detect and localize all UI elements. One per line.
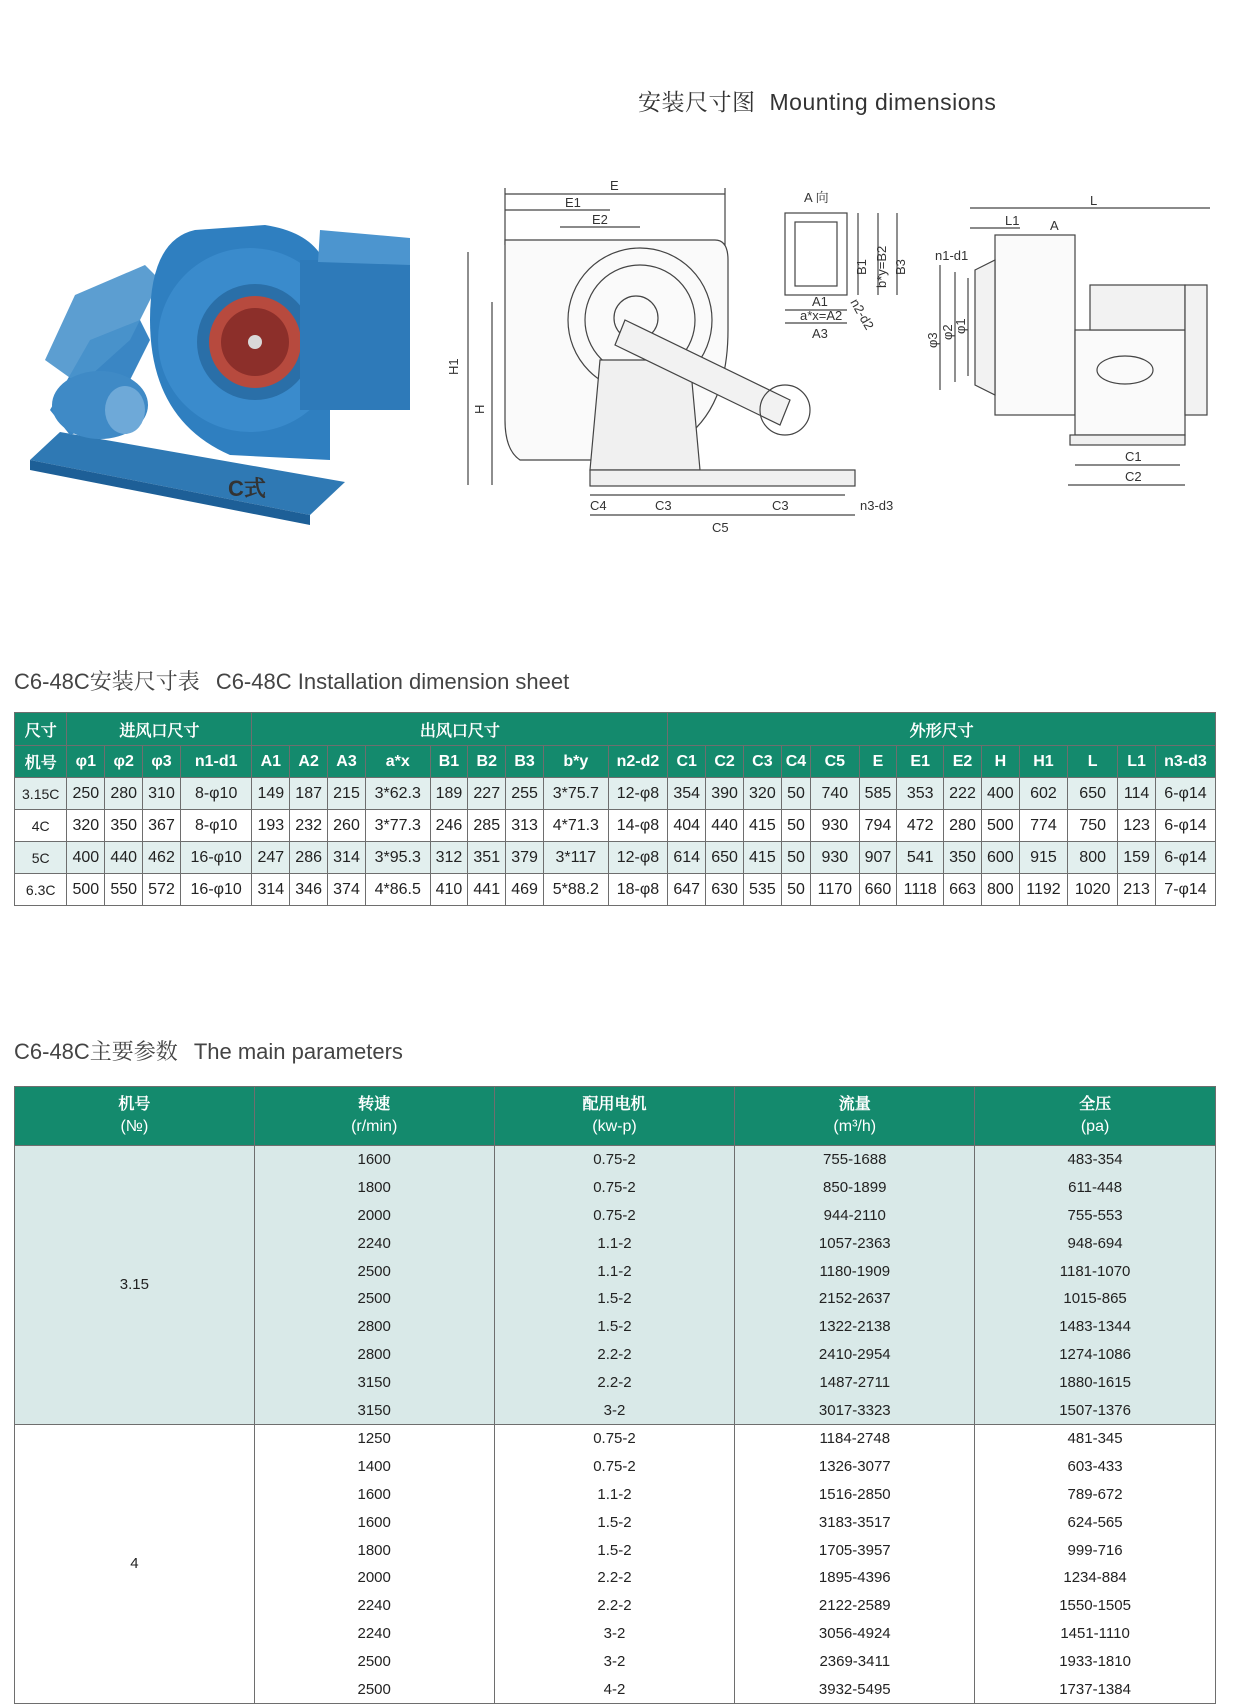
dimension-table (14, 712, 1216, 906)
svg-text:A 向: A 向 (804, 190, 829, 205)
table-cell: 550 (105, 874, 143, 906)
table-cell: 2.2-2 (494, 1368, 735, 1396)
svg-text:a*x=A2: a*x=A2 (800, 308, 843, 323)
column-header: n3-d3 (1156, 746, 1216, 778)
table-row (15, 1146, 1216, 1174)
table-cell: 1326-3077 (735, 1453, 975, 1481)
table-cell: 2.2-2 (494, 1564, 735, 1592)
table-cell: 7-φ14 (1156, 874, 1216, 906)
table-cell: 2500 (254, 1257, 494, 1285)
model-cell: 4C (15, 810, 67, 842)
table-cell: 3*75.7 (544, 778, 609, 810)
svg-text:C1: C1 (1125, 449, 1142, 464)
table-cell: 1234-884 (975, 1564, 1216, 1592)
table-cell: 2410-2954 (735, 1341, 975, 1369)
column-header (494, 1087, 735, 1146)
table-cell: 400 (67, 842, 105, 874)
table-cell: 3932-5495 (735, 1675, 975, 1703)
table-cell: 1400 (254, 1453, 494, 1481)
table-cell: 3*117 (544, 842, 609, 874)
table-cell: 930 (811, 842, 859, 874)
table-cell: 930 (811, 810, 859, 842)
table-cell: 630 (706, 874, 744, 906)
model-cell: 5C (15, 842, 67, 874)
column-header: C3 (743, 746, 781, 778)
svg-text:B1: B1 (854, 259, 869, 275)
table-cell: 1800 (254, 1174, 494, 1202)
table-cell: 4-2 (494, 1675, 735, 1703)
column-header: E (859, 746, 897, 778)
table-cell: 624-565 (975, 1508, 1216, 1536)
table-cell: 3017-3323 (735, 1396, 975, 1424)
model-cell: 3.15C (15, 778, 67, 810)
svg-text:B3: B3 (893, 259, 908, 275)
column-header: n1-d1 (180, 746, 251, 778)
svg-text:φ1: φ1 (953, 318, 968, 334)
header-unit: (r/min) (351, 1118, 398, 1135)
table-cell: 312 (430, 842, 468, 874)
table-cell: 4*86.5 (365, 874, 430, 906)
svg-text:C4: C4 (590, 498, 607, 513)
table-cell: 1322-2138 (735, 1313, 975, 1341)
table-cell: 1507-1376 (975, 1396, 1216, 1424)
svg-text:A3: A3 (812, 326, 828, 341)
table-cell: 2000 (254, 1564, 494, 1592)
table-cell: 614 (668, 842, 706, 874)
table-cell: 1015-865 (975, 1285, 1216, 1313)
table-cell: 500 (67, 874, 105, 906)
svg-text:L: L (1090, 193, 1098, 208)
table-cell: 585 (859, 778, 897, 810)
table-cell: 481-345 (975, 1424, 1216, 1452)
column-header: C4 (781, 746, 810, 778)
table-cell: 3*77.3 (365, 810, 430, 842)
svg-text:C3: C3 (772, 498, 789, 513)
table-cell: 410 (430, 874, 468, 906)
table-cell: 999-716 (975, 1536, 1216, 1564)
table-cell: 12-φ8 (608, 778, 668, 810)
table-cell: 647 (668, 874, 706, 906)
table-cell: 314 (252, 874, 290, 906)
table-cell: 2240 (254, 1592, 494, 1620)
table-cell: 2800 (254, 1341, 494, 1369)
table-cell: 500 (981, 810, 1019, 842)
table-cell: 2.2-2 (494, 1592, 735, 1620)
column-header: C5 (811, 746, 859, 778)
svg-text:A1: A1 (812, 294, 828, 309)
svg-text:C5: C5 (712, 520, 729, 535)
table-cell: 944-2110 (735, 1202, 975, 1230)
table-cell: 441 (468, 874, 506, 906)
svg-text:C2: C2 (1125, 469, 1142, 484)
table-cell: 774 (1019, 810, 1067, 842)
table-cell: 755-553 (975, 1202, 1216, 1230)
table-cell: 320 (743, 778, 781, 810)
model-cell: 3.15 (15, 1146, 255, 1425)
table-cell: 1550-1505 (975, 1592, 1216, 1620)
table-cell: 2800 (254, 1313, 494, 1341)
table-cell: 18-φ8 (608, 874, 668, 906)
svg-text:H1: H1 (446, 358, 461, 375)
table-cell: 2500 (254, 1647, 494, 1675)
table-cell: 0.75-2 (494, 1202, 735, 1230)
table-cell: 14-φ8 (608, 810, 668, 842)
table-cell: 750 (1068, 810, 1118, 842)
model-group (15, 1146, 1216, 1425)
column-header: L (1068, 746, 1118, 778)
table-cell: 2240 (254, 1229, 494, 1257)
table-cell: 1118 (897, 874, 944, 906)
column-header: φ1 (67, 746, 105, 778)
table-cell: 907 (859, 842, 897, 874)
table-cell: 320 (67, 810, 105, 842)
model-group (15, 1424, 1216, 1703)
table-cell: 572 (143, 874, 181, 906)
parameters-table (14, 1086, 1216, 1704)
table-cell: 3*62.3 (365, 778, 430, 810)
table-cell: 346 (290, 874, 328, 906)
table-cell: 149 (252, 778, 290, 810)
table-cell: 2369-3411 (735, 1647, 975, 1675)
svg-text:n2-d2: n2-d2 (847, 296, 878, 333)
column-header: B2 (468, 746, 506, 778)
header-cn: 配用电机 (582, 1096, 647, 1113)
table-cell: 483-354 (975, 1146, 1216, 1174)
table-cell: 310 (143, 778, 181, 810)
table-cell: 3150 (254, 1368, 494, 1396)
header-cn: 机号 (118, 1096, 151, 1113)
fan-caption: C式 (228, 476, 266, 501)
table-cell: 472 (897, 810, 944, 842)
table-cell: 280 (944, 810, 982, 842)
table-cell: 1600 (254, 1146, 494, 1174)
svg-text:n3-d3: n3-d3 (860, 498, 894, 513)
table-cell: 1180-1909 (735, 1257, 975, 1285)
main-parameters-title: C6-48C主要参数 The main parameters (14, 1039, 403, 1064)
table-cell: 755-1688 (735, 1146, 975, 1174)
corner-model-label: 机号 (15, 746, 67, 778)
front-view-drawing (468, 188, 855, 515)
table-cell: 367 (143, 810, 181, 842)
header-unit: (pa) (1080, 1118, 1110, 1135)
svg-text:n1-d1: n1-d1 (935, 248, 969, 263)
column-header (735, 1087, 975, 1146)
svg-text:b*y=B2: b*y=B2 (874, 245, 889, 288)
table-cell: 415 (743, 810, 781, 842)
svg-text:E1: E1 (565, 195, 581, 210)
table-cell: 1895-4396 (735, 1564, 975, 1592)
group-header: 出风口尺寸 (252, 713, 668, 746)
table-cell: 1.5-2 (494, 1285, 735, 1313)
table-cell: 3-2 (494, 1396, 735, 1424)
table-cell: 400 (981, 778, 1019, 810)
column-header: a*x (365, 746, 430, 778)
table-cell: 2500 (254, 1675, 494, 1703)
fan-illustration (30, 225, 410, 525)
table-cell: 850-1899 (735, 1174, 975, 1202)
model-cell: 6.3C (15, 874, 67, 906)
table-cell: 286 (290, 842, 328, 874)
column-header: L1 (1118, 746, 1156, 778)
table-cell: 250 (67, 778, 105, 810)
table-cell: 1.5-2 (494, 1536, 735, 1564)
svg-text:E2: E2 (592, 212, 608, 227)
table-cell: 1483-1344 (975, 1313, 1216, 1341)
table-cell: 189 (430, 778, 468, 810)
svg-text:φ2: φ2 (940, 324, 955, 340)
title-cn: 安装尺寸图 (638, 89, 756, 115)
svg-text:L1: L1 (1005, 213, 1020, 228)
table-cell: 1192 (1019, 874, 1067, 906)
table-cell: 650 (706, 842, 744, 874)
table-cell: 1933-1810 (975, 1647, 1216, 1675)
table-cell: 350 (944, 842, 982, 874)
table-cell: 1487-2711 (735, 1368, 975, 1396)
table-cell: 16-φ10 (180, 874, 251, 906)
table-cell: 232 (290, 810, 328, 842)
table-cell: 1705-3957 (735, 1536, 975, 1564)
table-cell: 650 (1068, 778, 1118, 810)
table-cell: 187 (290, 778, 328, 810)
svg-text:H: H (472, 404, 487, 414)
table-cell: 50 (781, 778, 810, 810)
group-header: 进风口尺寸 (67, 713, 252, 746)
table-cell: 222 (944, 778, 982, 810)
table-cell: 5*88.2 (544, 874, 609, 906)
table-cell: 3056-4924 (735, 1620, 975, 1648)
table-cell: 227 (468, 778, 506, 810)
column-header: n2-d2 (608, 746, 668, 778)
table-cell: 313 (506, 810, 544, 842)
table-cell: 213 (1118, 874, 1156, 906)
table-cell: 541 (897, 842, 944, 874)
table-cell: 1020 (1068, 874, 1118, 906)
table-cell: 600 (981, 842, 1019, 874)
table-cell: 1737-1384 (975, 1675, 1216, 1703)
table-cell: 379 (506, 842, 544, 874)
table-cell: 193 (252, 810, 290, 842)
table-row (15, 842, 1216, 874)
table-row (15, 874, 1216, 906)
table-cell: 1181-1070 (975, 1257, 1216, 1285)
table-cell: 6-φ14 (1156, 778, 1216, 810)
table-cell: 2500 (254, 1285, 494, 1313)
side-view-drawing (940, 208, 1210, 485)
model-cell: 4 (15, 1424, 255, 1703)
table-cell: 794 (859, 810, 897, 842)
table-cell: 1451-1110 (975, 1620, 1216, 1648)
column-header (975, 1087, 1216, 1146)
table-cell: 353 (897, 778, 944, 810)
column-header: φ2 (105, 746, 143, 778)
mounting-drawings (0, 170, 1235, 560)
table-cell: 3*95.3 (365, 842, 430, 874)
header-unit: (m³/h) (833, 1118, 877, 1135)
table-cell: 374 (328, 874, 366, 906)
table-cell: 469 (506, 874, 544, 906)
table-cell: 0.75-2 (494, 1146, 735, 1174)
table-cell: 0.75-2 (494, 1453, 735, 1481)
table-cell: 8-φ10 (180, 810, 251, 842)
table-cell: 260 (328, 810, 366, 842)
table-row (15, 1424, 1216, 1452)
table-cell: 789-672 (975, 1481, 1216, 1509)
table-cell: 215 (328, 778, 366, 810)
header-unit: (kw-p) (592, 1118, 637, 1135)
header-cn: 全压 (1079, 1096, 1112, 1113)
column-header: A2 (290, 746, 328, 778)
table-cell: 8-φ10 (180, 778, 251, 810)
page-title (638, 84, 996, 117)
table-cell: 800 (1068, 842, 1118, 874)
column-header: A1 (252, 746, 290, 778)
column-header: φ3 (143, 746, 181, 778)
table-cell: 1.1-2 (494, 1481, 735, 1509)
table-cell: 123 (1118, 810, 1156, 842)
column-header: E2 (944, 746, 982, 778)
column-header (254, 1087, 494, 1146)
table-cell: 50 (781, 874, 810, 906)
table-cell: 351 (468, 842, 506, 874)
column-header: A3 (328, 746, 366, 778)
table-cell: 280 (105, 778, 143, 810)
table-cell: 663 (944, 874, 982, 906)
table-cell: 3-2 (494, 1647, 735, 1675)
table-cell: 4*71.3 (544, 810, 609, 842)
table-cell: 50 (781, 842, 810, 874)
column-header: H1 (1019, 746, 1067, 778)
table-cell: 3183-3517 (735, 1508, 975, 1536)
table-cell: 0.75-2 (494, 1424, 735, 1452)
table-cell: 246 (430, 810, 468, 842)
table-cell: 3150 (254, 1396, 494, 1424)
table-cell: 0.75-2 (494, 1174, 735, 1202)
column-header: E1 (897, 746, 944, 778)
table-cell: 1.5-2 (494, 1313, 735, 1341)
table-row (15, 810, 1216, 842)
table-row (15, 778, 1216, 810)
table-cell: 948-694 (975, 1229, 1216, 1257)
table-cell: 2000 (254, 1202, 494, 1230)
svg-text:E: E (610, 178, 619, 193)
table-cell: 740 (811, 778, 859, 810)
table-cell: 354 (668, 778, 706, 810)
table-cell: 915 (1019, 842, 1067, 874)
table-cell: 50 (781, 810, 810, 842)
table-cell: 390 (706, 778, 744, 810)
table-cell: 1516-2850 (735, 1481, 975, 1509)
column-header: C1 (668, 746, 706, 778)
column-header: B3 (506, 746, 544, 778)
group-header: 外形尺寸 (668, 713, 1216, 746)
title-en: Mounting dimensions (769, 89, 997, 115)
table-cell: 1600 (254, 1481, 494, 1509)
table-cell: 16-φ10 (180, 842, 251, 874)
column-header (15, 1087, 255, 1146)
table-cell: 2.2-2 (494, 1341, 735, 1369)
table-cell: 1274-1086 (975, 1341, 1216, 1369)
table-cell: 611-448 (975, 1174, 1216, 1202)
svg-text:φ3: φ3 (925, 332, 940, 348)
table-cell: 3-2 (494, 1620, 735, 1648)
table-cell: 6-φ14 (1156, 810, 1216, 842)
header-unit: (№) (120, 1118, 149, 1135)
corner-size-label: 尺寸 (15, 713, 67, 746)
svg-text:C3: C3 (655, 498, 672, 513)
column-header: B1 (430, 746, 468, 778)
table-cell: 404 (668, 810, 706, 842)
table-cell: 1.1-2 (494, 1229, 735, 1257)
table-cell: 1.5-2 (494, 1508, 735, 1536)
table-cell: 602 (1019, 778, 1067, 810)
table-cell: 159 (1118, 842, 1156, 874)
header-cn: 流量 (838, 1096, 871, 1113)
header-cn: 转速 (358, 1096, 391, 1113)
table-cell: 2152-2637 (735, 1285, 975, 1313)
table-cell: 440 (706, 810, 744, 842)
column-header: H (981, 746, 1019, 778)
table-cell: 1250 (254, 1424, 494, 1452)
table-cell: 440 (105, 842, 143, 874)
table-cell: 314 (328, 842, 366, 874)
table-cell: 1880-1615 (975, 1368, 1216, 1396)
table-cell: 350 (105, 810, 143, 842)
table-cell: 2240 (254, 1620, 494, 1648)
svg-text:A: A (1050, 218, 1059, 233)
table-cell: 12-φ8 (608, 842, 668, 874)
table-cell: 800 (981, 874, 1019, 906)
table-cell: 255 (506, 778, 544, 810)
table-cell: 1600 (254, 1508, 494, 1536)
table-cell: 247 (252, 842, 290, 874)
table-cell: 114 (1118, 778, 1156, 810)
table-cell: 462 (143, 842, 181, 874)
table-cell: 2122-2589 (735, 1592, 975, 1620)
table-cell: 1170 (811, 874, 859, 906)
table-cell: 1057-2363 (735, 1229, 975, 1257)
table-cell: 1184-2748 (735, 1424, 975, 1452)
table-cell: 1800 (254, 1536, 494, 1564)
column-header: b*y (544, 746, 609, 778)
table-cell: 535 (743, 874, 781, 906)
table-cell: 6-φ14 (1156, 842, 1216, 874)
dimension-sheet-title: C6-48C安装尺寸表 C6-48C Installation dimension sheet (14, 669, 570, 694)
table-cell: 603-433 (975, 1453, 1216, 1481)
table-cell: 660 (859, 874, 897, 906)
table-cell: 1.1-2 (494, 1257, 735, 1285)
table-cell: 415 (743, 842, 781, 874)
table-cell: 285 (468, 810, 506, 842)
column-header: C2 (706, 746, 744, 778)
